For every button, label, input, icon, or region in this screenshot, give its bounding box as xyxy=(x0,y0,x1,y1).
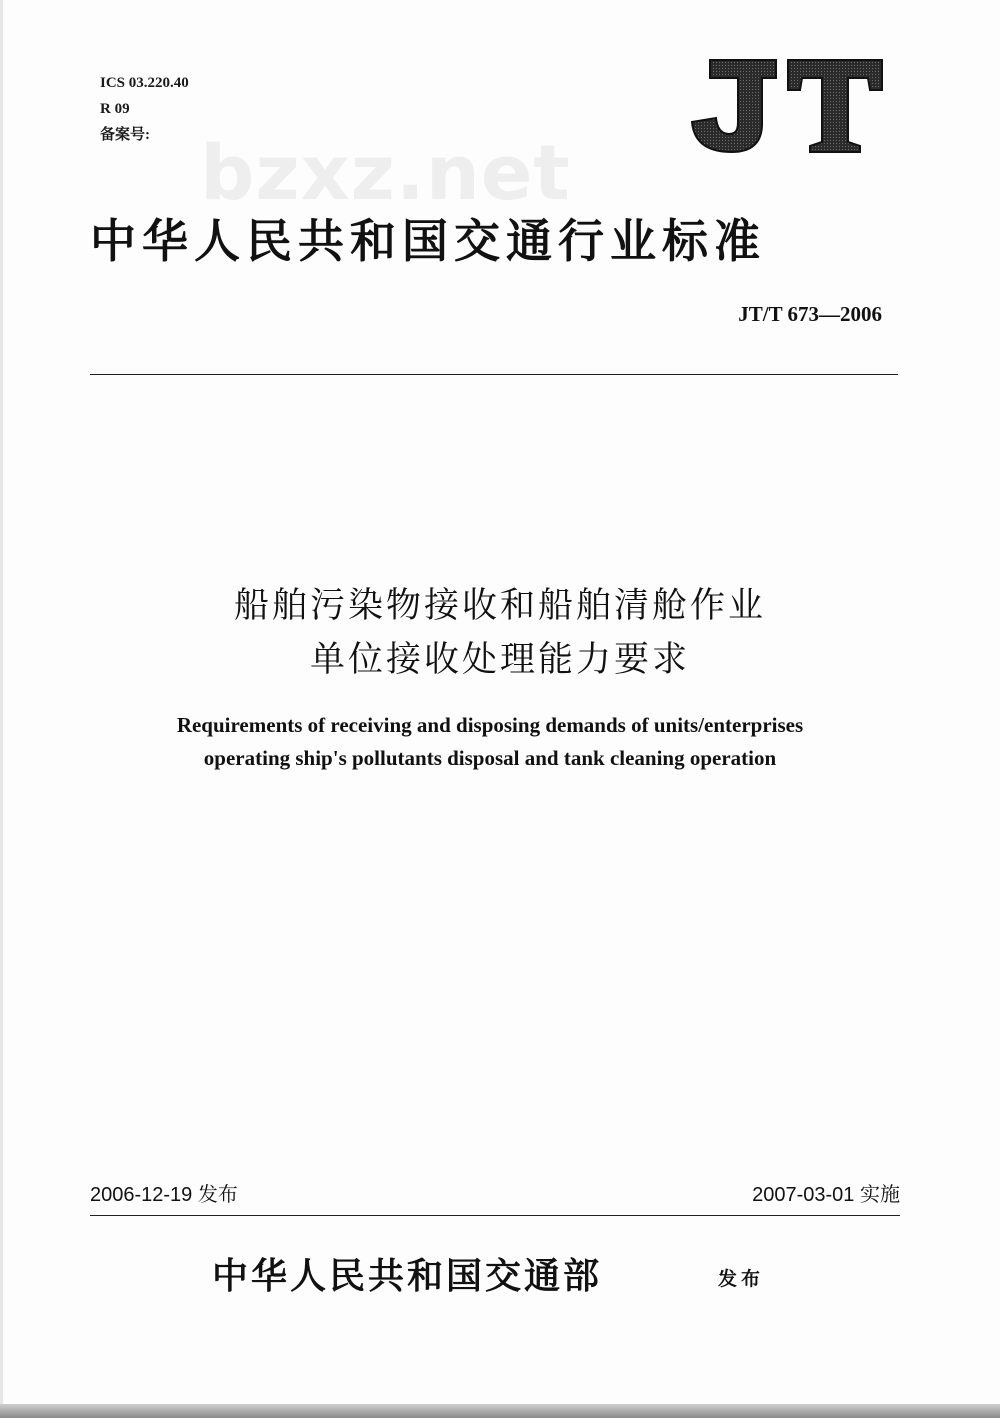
ics-code: ICS 03.220.40 xyxy=(100,75,189,91)
standard-number: JT/T 673—2006 xyxy=(738,302,882,326)
page-left-edge xyxy=(0,0,3,1404)
effective-date: 2007-03-01 实施 xyxy=(752,1184,900,1206)
issue-date: 2006-12-19 发布 xyxy=(90,1184,238,1206)
record-number-label: 备案号: xyxy=(100,127,150,143)
english-title-line-2: operating ship's pollutants disposal and tank cleaning operation xyxy=(203,746,777,770)
class-code: R 09 xyxy=(100,101,130,117)
chinese-title-line-1: 船舶污染物接收和船舶清舱作业 xyxy=(233,586,766,626)
english-title-line-1: Requirements of receiving and disposing demands of units/enterprises xyxy=(176,713,804,737)
footer-divider xyxy=(90,1215,900,1216)
page-bottom-edge xyxy=(0,1404,1000,1418)
chinese-title-line-2: 单位接收处理能力要求 xyxy=(309,640,690,680)
publisher-suffix: 发布 xyxy=(718,1268,765,1290)
classification-block xyxy=(100,70,189,148)
header-divider xyxy=(90,374,898,375)
industry-standard-title: 中华人民共和国交通行业标准 xyxy=(90,214,766,268)
jt-logo-icon xyxy=(688,58,884,154)
watermark-text: bzxz.net xyxy=(200,128,571,217)
publisher-name: 中华人民共和国交通部 xyxy=(212,1256,603,1297)
